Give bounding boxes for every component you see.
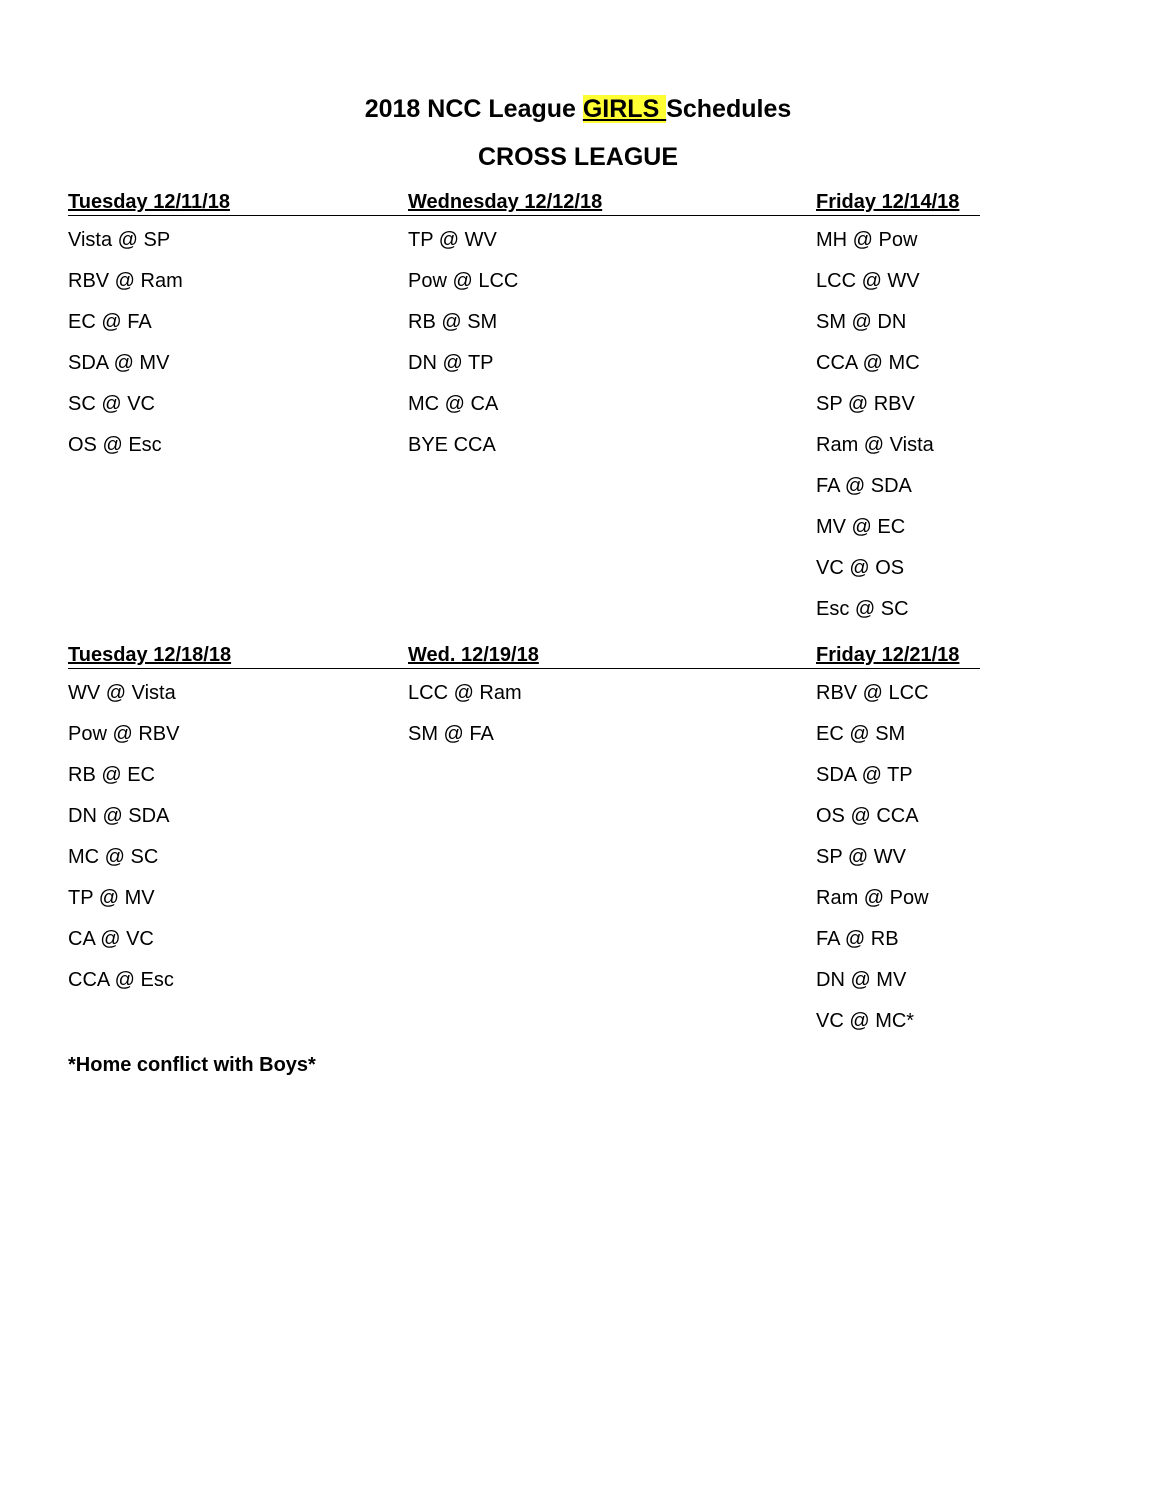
game-entry: VC @ MC* (816, 1010, 915, 1032)
game-entry: Vista @ SP (68, 229, 171, 251)
game-entry: SDA @ MV (68, 352, 170, 374)
title-suffix: Schedules (666, 95, 792, 123)
game-entry: DN @ SDA (68, 805, 170, 827)
week2-header-tuesday: Tuesday 12/18/18 (68, 644, 232, 666)
game-entry: SDA @ TP (816, 764, 913, 786)
game-entry: MV @ EC (816, 516, 906, 538)
game-entry: RBV @ Ram (68, 270, 183, 292)
game-entry: TP @ MV (68, 887, 155, 909)
week1-header-row (68, 189, 980, 216)
game-entry: CCA @ MC (816, 352, 920, 374)
week1-schedule (68, 189, 980, 620)
game-entry: SC @ VC (68, 393, 155, 415)
game-entry: CA @ VC (68, 928, 154, 950)
game-entry: FA @ RB (816, 928, 899, 950)
game-entry: EC @ FA (68, 311, 152, 333)
game-entry: OS @ CCA (816, 805, 919, 827)
game-entry: RB @ EC (68, 764, 155, 786)
game-entry: Ram @ Vista (816, 434, 934, 456)
game-entry: SP @ RBV (816, 393, 915, 415)
week1-header-wednesday: Wednesday 12/12/18 (408, 191, 603, 213)
game-entry: LCC @ WV (816, 270, 920, 292)
game-entry: Esc @ SC (816, 598, 909, 620)
game-entry: FA @ SDA (816, 475, 912, 497)
week2-friday-games (816, 673, 929, 1042)
game-entry: MC @ SC (68, 846, 159, 868)
week1-tuesday-games (68, 220, 183, 466)
game-entry: DN @ MV (816, 969, 907, 991)
game-entry: WV @ Vista (68, 682, 176, 704)
game-entry: OS @ Esc (68, 434, 162, 456)
week1-friday-games (816, 220, 934, 630)
game-entry: BYE CCA (408, 434, 496, 456)
game-entry: MC @ CA (408, 393, 499, 415)
week2-header-row (68, 642, 980, 669)
week1-header-tuesday: Tuesday 12/11/18 (68, 191, 230, 213)
game-entry: DN @ TP (408, 352, 494, 374)
game-entry: SM @ FA (408, 723, 494, 745)
game-entry: TP @ WV (408, 229, 497, 251)
week1-wednesday-games (408, 220, 518, 466)
page-title (0, 92, 1156, 126)
game-entry: LCC @ Ram (408, 682, 522, 704)
league-subtitle: CROSS LEAGUE (477, 143, 679, 171)
week1-header-friday: Friday 12/14/18 (816, 191, 960, 213)
game-entry: Pow @ LCC (408, 270, 519, 292)
game-entry: VC @ OS (816, 557, 905, 579)
title-highlight: GIRLS (582, 95, 667, 123)
game-entry: CCA @ Esc (68, 969, 174, 991)
game-entry: Ram @ Pow (816, 887, 929, 909)
game-entry: RB @ SM (408, 311, 498, 333)
game-entry: Pow @ RBV (68, 723, 180, 745)
game-entry: RBV @ LCC (816, 682, 929, 704)
week2-wednesday-games (408, 673, 522, 755)
title-prefix: 2018 NCC League (364, 95, 583, 123)
game-entry: SP @ WV (816, 846, 906, 868)
game-entry: EC @ SM (816, 723, 906, 745)
game-entry: SM @ DN (816, 311, 907, 333)
game-entry: MH @ Pow (816, 229, 918, 251)
footnote: *Home conflict with Boys* (68, 1054, 316, 1076)
week2-header-wednesday: Wed. 12/19/18 (408, 644, 539, 666)
week2-tuesday-games (68, 673, 179, 1001)
week2-header-friday: Friday 12/21/18 (816, 644, 960, 666)
week2-schedule (68, 642, 980, 1032)
